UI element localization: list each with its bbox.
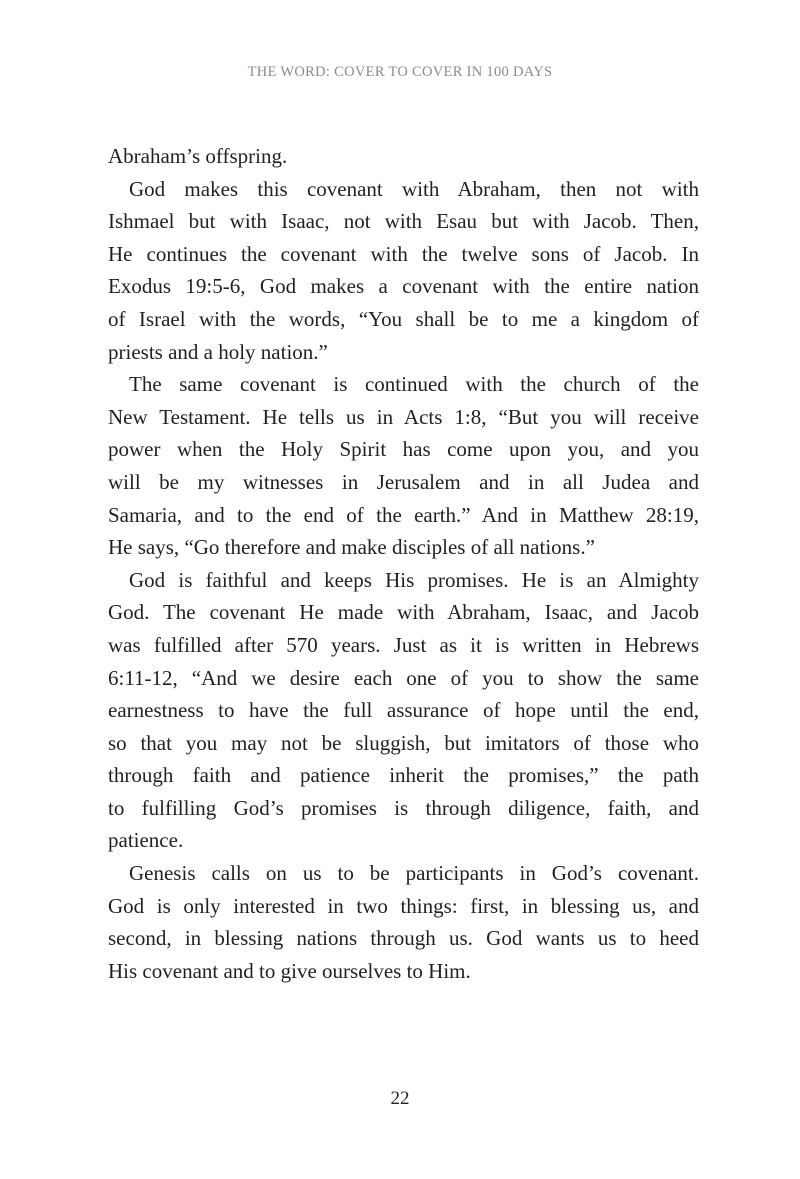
paragraph-line: God is only interested in two things: first, in blessing us, and [108,893,699,918]
paragraph-line: God is faithful and keeps His promises. He is an Almighty [129,567,699,592]
paragraph-line: The same covenant is continued with the church of the [129,372,699,397]
paragraph-line: Ishmael but with Isaac, not with Esau but with Jacob. Then, [108,209,699,234]
paragraph-line: to fulfilling God’s promises is through diligence, faith, and [108,795,699,820]
paragraph-line: second, in blessing nations through us. God wants us to heed [108,926,699,951]
paragraph-line: He says, “Go therefore and make disciples of all nations.” [108,535,595,560]
paragraph-line: God makes this covenant with Abraham, then not with [129,176,699,201]
paragraph-line: He continues the covenant with the twelve sons of Jacob. In [108,241,699,266]
paragraph-line: power when the Holy Spirit has come upon you, and you [108,437,699,462]
paragraph-line: Abraham’s offspring. [108,144,288,168]
paragraph-line: was fulfilled after 570 years. Just as it is written in Hebrews [108,632,699,657]
paragraph-line: 6:11-12, “And we desire each one of you to show the same [108,665,699,690]
paragraph-line: God. The covenant He made with Abraham, Isaac, and Jacob [108,600,699,625]
paragraph-line: Exodus 19:5-6, God makes a covenant with the entire nation [108,274,699,299]
paragraph-line: through faith and patience inherit the promises,” the path [108,763,699,788]
paragraph-line: priests and a holy nation.” [108,339,328,364]
body-text [108,140,699,987]
paragraph-line: Genesis calls on us to be participants in God’s covenant. [129,861,699,886]
page-number: 22 [390,1088,410,1109]
paragraph-line: will be my witnesses in Jerusalem and in all Judea and [108,469,699,494]
paragraph-line: earnestness to have the full assurance of hope until the end, [108,698,699,723]
paragraph-line: so that you may not be sluggish, but imitators of those who [108,730,699,755]
paragraph-line: His covenant and to give ourselves to Him. [108,958,471,983]
paragraph-line: of Israel with the words, “You shall be to me a kingdom of [108,306,699,331]
paragraph-line: patience. [108,828,184,853]
paragraph-line: Samaria, and to the end of the earth.” And in Matthew 28:19, [108,502,699,527]
paragraph-line: New Testament. He tells us in Acts 1:8, “But you will receive [108,404,699,429]
running-header: THE WORD: COVER TO COVER IN 100 DAYS [247,64,553,80]
